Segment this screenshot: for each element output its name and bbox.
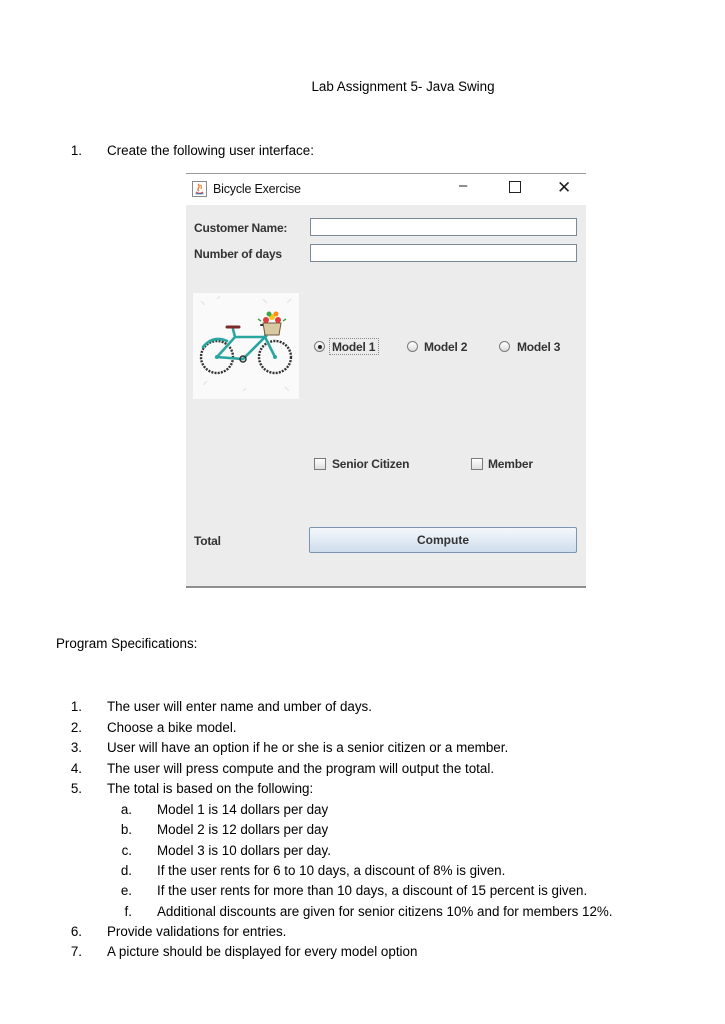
bicycle-picture — [193, 293, 299, 399]
spec-text: The user will enter name and umber of days. — [107, 699, 372, 714]
subspec-text: Model 2 is 12 dollars per day — [157, 822, 329, 837]
document-title: Lab Assignment 5- Java Swing — [311, 79, 495, 94]
subspec-letter: f. — [124, 904, 132, 919]
spec-text: A picture should be displayed for every model option — [107, 944, 418, 959]
java-icon — [192, 181, 207, 197]
spec-text: The user will press compute and the program will output the total. — [107, 761, 495, 776]
spec-text: User will have an option if he or she is a senior citizen or a member. — [107, 740, 509, 755]
member-label[interactable]: Member — [488, 457, 533, 471]
model-2-radio[interactable] — [407, 341, 418, 352]
minimize-button[interactable]: – — [459, 177, 468, 194]
senior-citizen-label[interactable]: Senior Citizen — [332, 457, 410, 471]
model-2-label[interactable]: Model 2 — [424, 340, 468, 354]
step-1-number: 1. — [70, 143, 82, 158]
step-1-text: Create the following user interface: — [107, 143, 314, 158]
member-checkbox[interactable] — [471, 458, 483, 470]
model-1-radio[interactable] — [314, 341, 325, 352]
spec-number: 1. — [70, 699, 82, 714]
subspec-text: Model 3 is 10 dollars per day. — [157, 843, 331, 858]
close-button[interactable]: ✕ — [557, 178, 572, 197]
subspec-letter: b. — [120, 822, 132, 837]
customer-name-label: Customer Name: — [194, 221, 288, 235]
bicycle-exercise-window — [186, 173, 586, 588]
spec-text: The total is based on the following: — [107, 781, 314, 796]
bicycle-icon — [193, 293, 299, 399]
window-titlebar — [186, 174, 586, 205]
subspec-letter: a. — [120, 802, 132, 817]
subspec-letter: e. — [120, 883, 132, 898]
spec-text: Choose a bike model. — [107, 720, 237, 735]
total-label: Total — [194, 534, 221, 548]
maximize-button[interactable] — [509, 181, 521, 193]
senior-citizen-checkbox[interactable] — [314, 458, 326, 470]
spec-number: 4. — [70, 761, 82, 776]
spec-text: Provide validations for entries. — [107, 924, 287, 939]
spec-number: 6. — [70, 924, 82, 939]
number-of-days-input[interactable] — [310, 244, 577, 262]
compute-button[interactable]: Compute — [309, 527, 577, 553]
customer-name-input[interactable] — [310, 218, 577, 236]
subspec-letter: c. — [121, 843, 132, 858]
spec-number: 2. — [70, 720, 82, 735]
subspec-text: Additional discounts are given for senior citizens 10% and for members 12%. — [157, 904, 613, 919]
program-specifications-heading: Program Specifications: — [56, 636, 198, 651]
model-3-radio[interactable] — [499, 341, 510, 352]
spec-number: 3. — [70, 740, 82, 755]
model-3-label[interactable]: Model 3 — [517, 340, 561, 354]
subspec-text: If the user rents for 6 to 10 days, a discount of 8% is given. — [157, 863, 506, 878]
window-title: Bicycle Exercise — [213, 182, 301, 196]
subspec-text: If the user rents for more than 10 days, a discount of 15 percent is given. — [157, 883, 588, 898]
spec-number: 7. — [70, 944, 82, 959]
model-1-label[interactable]: Model 1 — [332, 340, 376, 354]
number-of-days-label: Number of days — [194, 247, 282, 261]
spec-number: 5. — [70, 781, 82, 796]
subspec-text: Model 1 is 14 dollars per day — [157, 802, 329, 817]
subspec-letter: d. — [120, 863, 132, 878]
